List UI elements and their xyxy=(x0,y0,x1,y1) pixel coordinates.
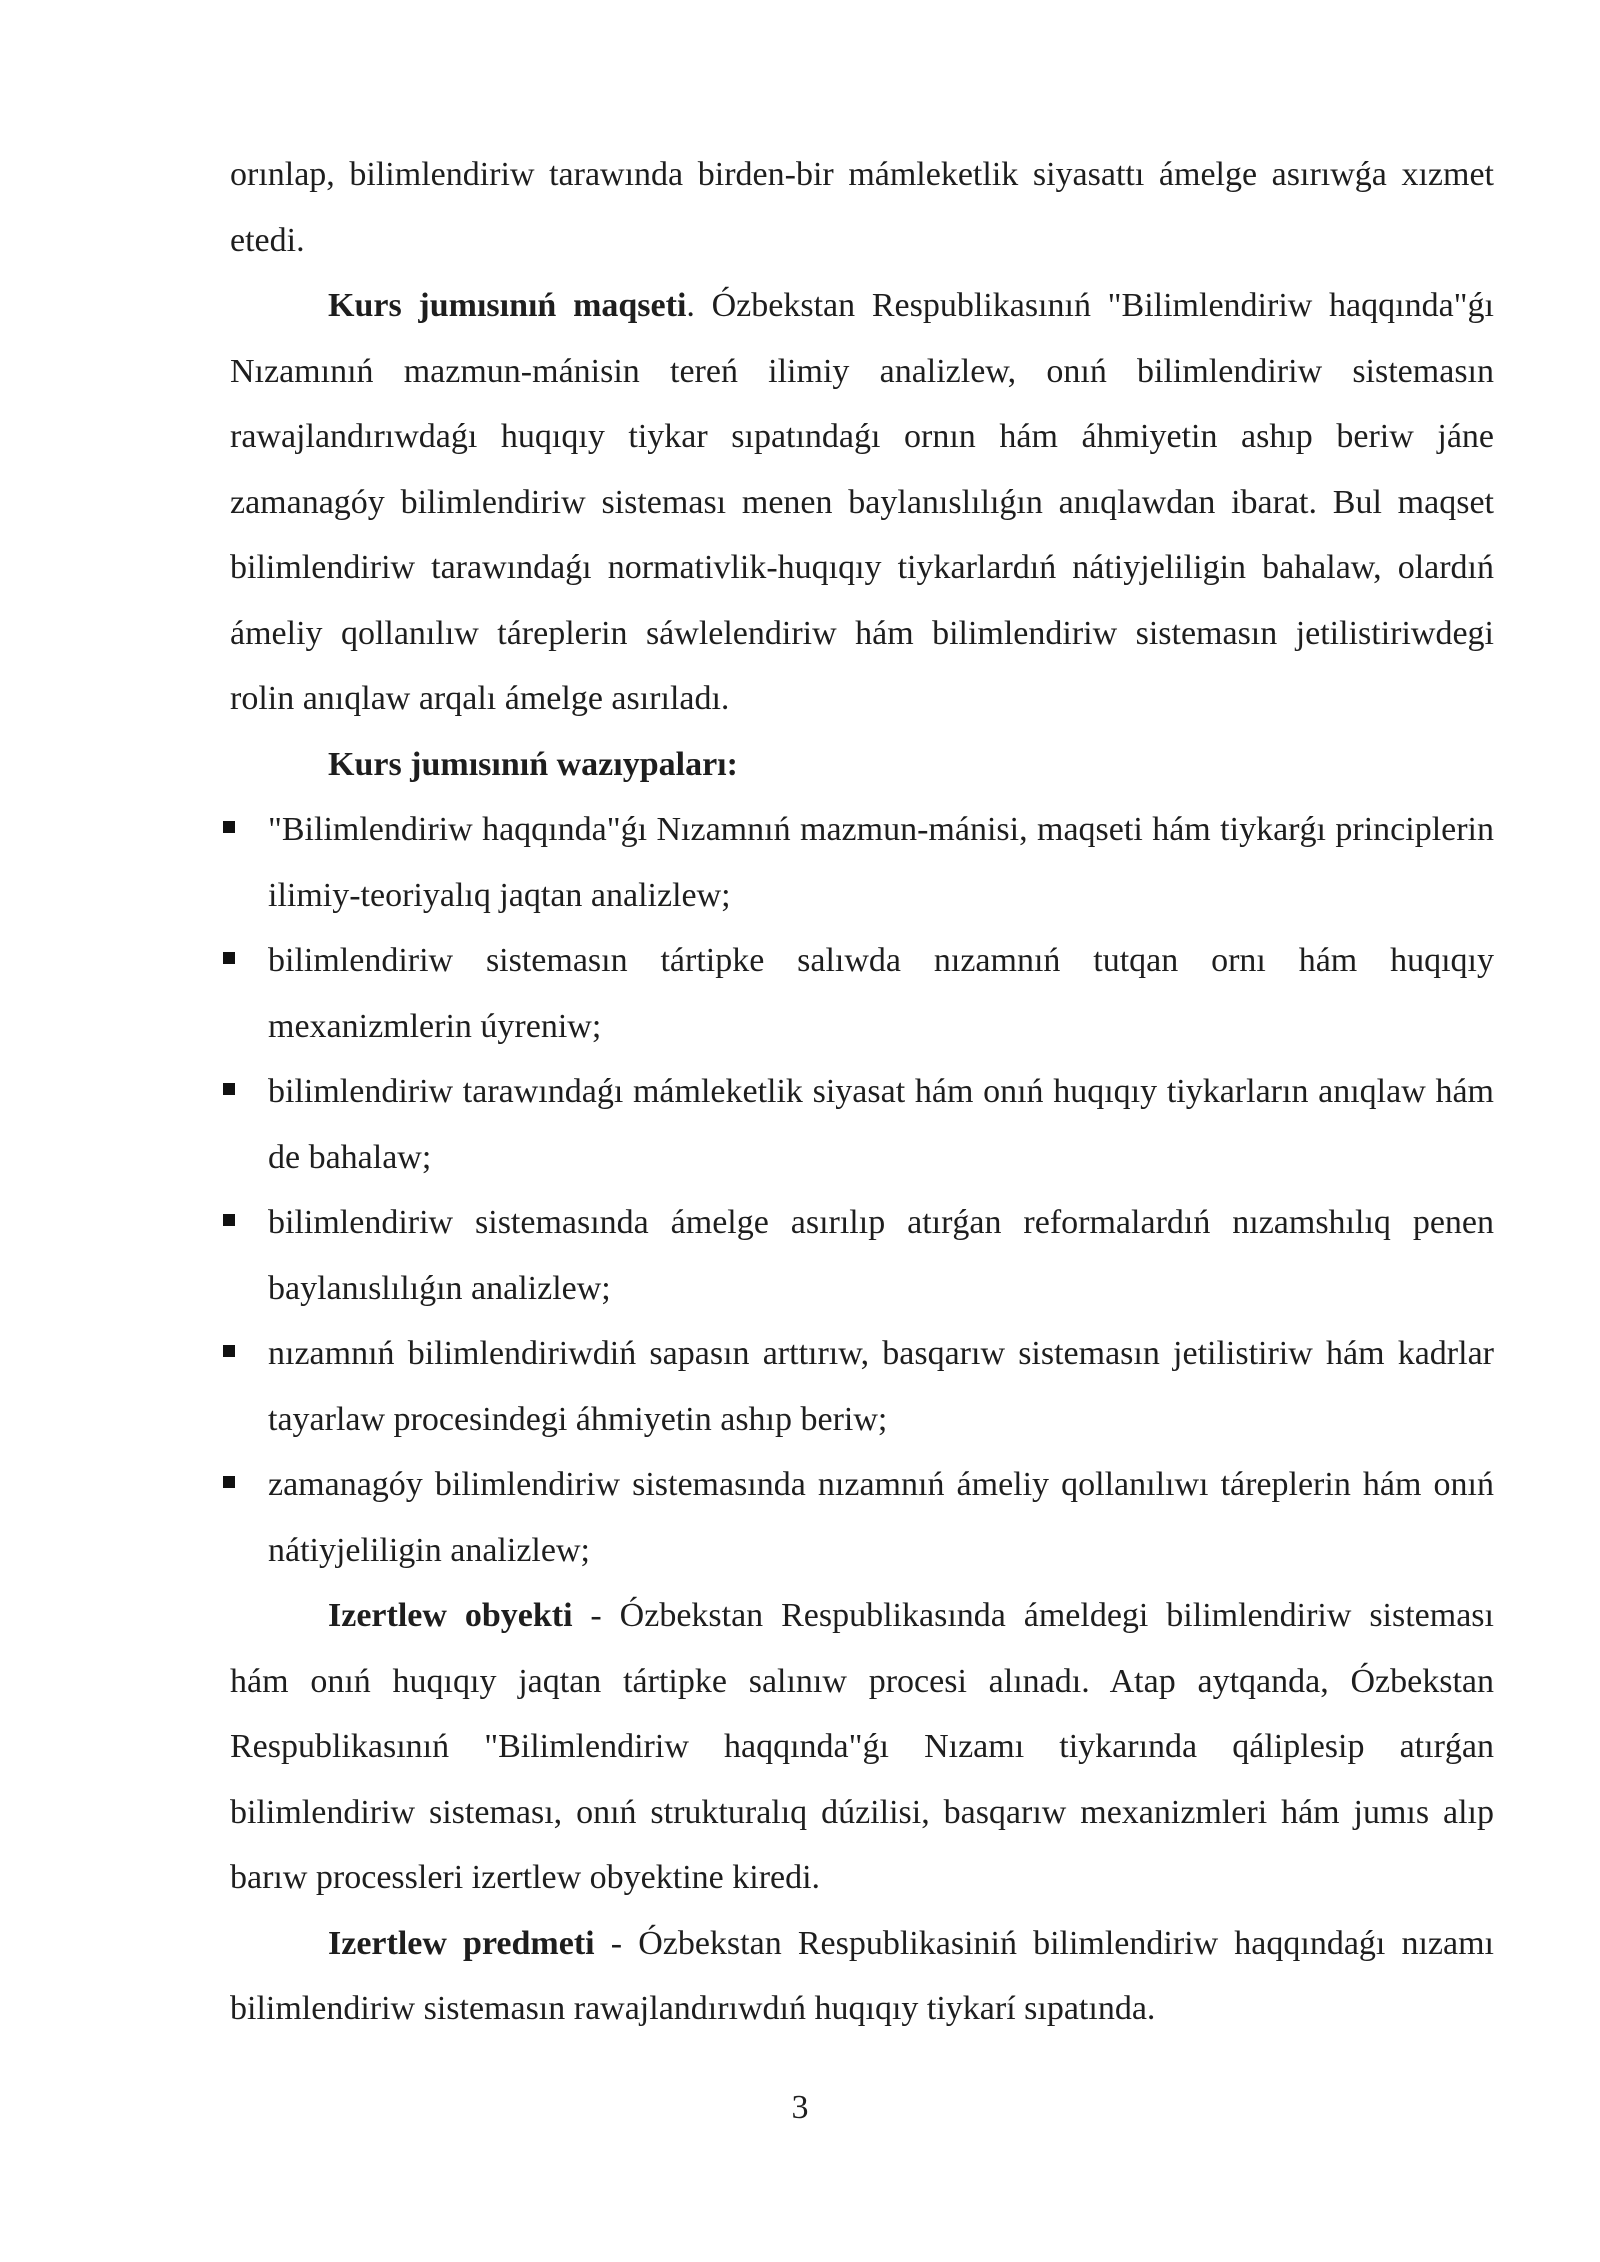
subject-label: Izertlew predmeti xyxy=(328,1924,595,1962)
square-bullet-icon xyxy=(223,821,235,833)
list-item xyxy=(230,928,1494,1059)
goal-text: . Ózbekstan Respublikasınıń "Bilimlendiriw haqqında"ǵı Nızamınıń mazmun-mánisin tereń ilimiy analizlew, onıń bilimlendiriw sistemasın rawajlandırıwdaǵı huqıqıy tiykar sıpatındaǵı ornın hám áhmiyetin ashıp beriw jáne zamanagóy bilimlendiriw sisteması menen baylanıslılıǵın anıqlawdan ibarat. Bul maqset bilimlendiriw tarawındaǵı normativlik-huqıqıy tiykarlardıń nátiyjeliligin bahalaw, olardıń ámeliy qollanılıw tárеplerin sáwlelendiriw hám bilimlendiriw sistemasın jetilistiriwdegi rolin anıqlaw arqalı ámelge asırıladı. xyxy=(230,287,1494,717)
tasks-heading: Kurs jumısınıń wazıypaları: xyxy=(328,745,738,783)
list-item xyxy=(230,1321,1494,1452)
object-label: Izertlew obyekti xyxy=(328,1597,573,1634)
square-bullet-icon xyxy=(223,1214,235,1226)
list-item-text: bilimlendiriw tarawındaǵı mámleketlik siyasat hám onıń huqıqıy tiykarların anıqlaw hám de bahalaw; xyxy=(268,1073,1494,1176)
page-number: 3 xyxy=(791,2089,809,2126)
list-item xyxy=(230,1190,1494,1321)
list-item-text: bilimlendiriw sistemasın tártipke salıwda nızamnıń tutqan ornı hám huqıqıy mexanizmlerin úyreniw; xyxy=(268,942,1494,1045)
list-item xyxy=(230,1452,1494,1583)
square-bullet-icon xyxy=(223,1345,235,1357)
list-item-text: zamanagóy bilimlendiriw sistemasında nızamnıń ámeliy qollanılıwı táreplerin hám onıń nátiyjeliligin analizlew; xyxy=(268,1466,1494,1569)
continuation-paragraph: orınlap, bilimlendiriw tarawında birden-bir mámleketlik siyasattı ámelge asırıwǵa xızmet etedi. xyxy=(230,156,1494,259)
object-paragraph xyxy=(230,1583,1494,1911)
goal-label: Kurs jumısınıń maqseti xyxy=(328,287,687,324)
object-text: - Ózbekstan Respublikasında ámeldegi bilimlendiriw sisteması hám onıń huqıqıy jaqtan tártipke salınıw procesi alınadı. Atap aytqanda, Ózbekstan Respublikasınıń "Bilimlendiriw haqqında"ǵı Nızamı tiykarında qáliplesip atırǵan bilimlendiriw sisteması, onıń strukturalıq dúzilisi, basqarıw mexanizmleri hám jumıs alıp barıw processleri izertlew obyektine kiredi. xyxy=(230,1597,1494,1896)
subject-text: - Ózbekstan Respublikasiniń bilimlendiriw haqqındaǵı nızamı bilimlendiriw sistemasın rawajlandırıwdıń huqıqıy tiykarí sıpatında. xyxy=(230,1924,1495,2027)
square-bullet-icon xyxy=(223,1083,235,1095)
list-item xyxy=(230,1059,1494,1190)
list-item xyxy=(230,797,1494,928)
square-bullet-icon xyxy=(223,1476,235,1488)
document-page xyxy=(230,142,1494,2042)
subject-paragraph xyxy=(230,1911,1494,2042)
tasks-list xyxy=(230,797,1494,1583)
list-item-text: bilimlendiriw sistemasında ámelge asırılıp atırǵan reformalardıń nızamshılıq penen baylanıslılıǵın analizlew; xyxy=(268,1204,1494,1307)
square-bullet-icon xyxy=(223,952,235,964)
list-item-text: nızamnıń bilimlendiriwdiń sapasın arttırıw, basqarıw sistemasın jetilistiriw hám kadrlar tayarlaw procesindegi áhmiyetin ashıp beriw; xyxy=(268,1335,1494,1438)
goal-paragraph xyxy=(230,273,1494,732)
list-item-text: "Bilimlendiriw haqqında"ǵı Nızamnıń mazmun-mánisi, maqseti hám tiykarǵı principlerin ilimiy-teoriyalıq jaqtan analizlew; xyxy=(268,811,1494,914)
